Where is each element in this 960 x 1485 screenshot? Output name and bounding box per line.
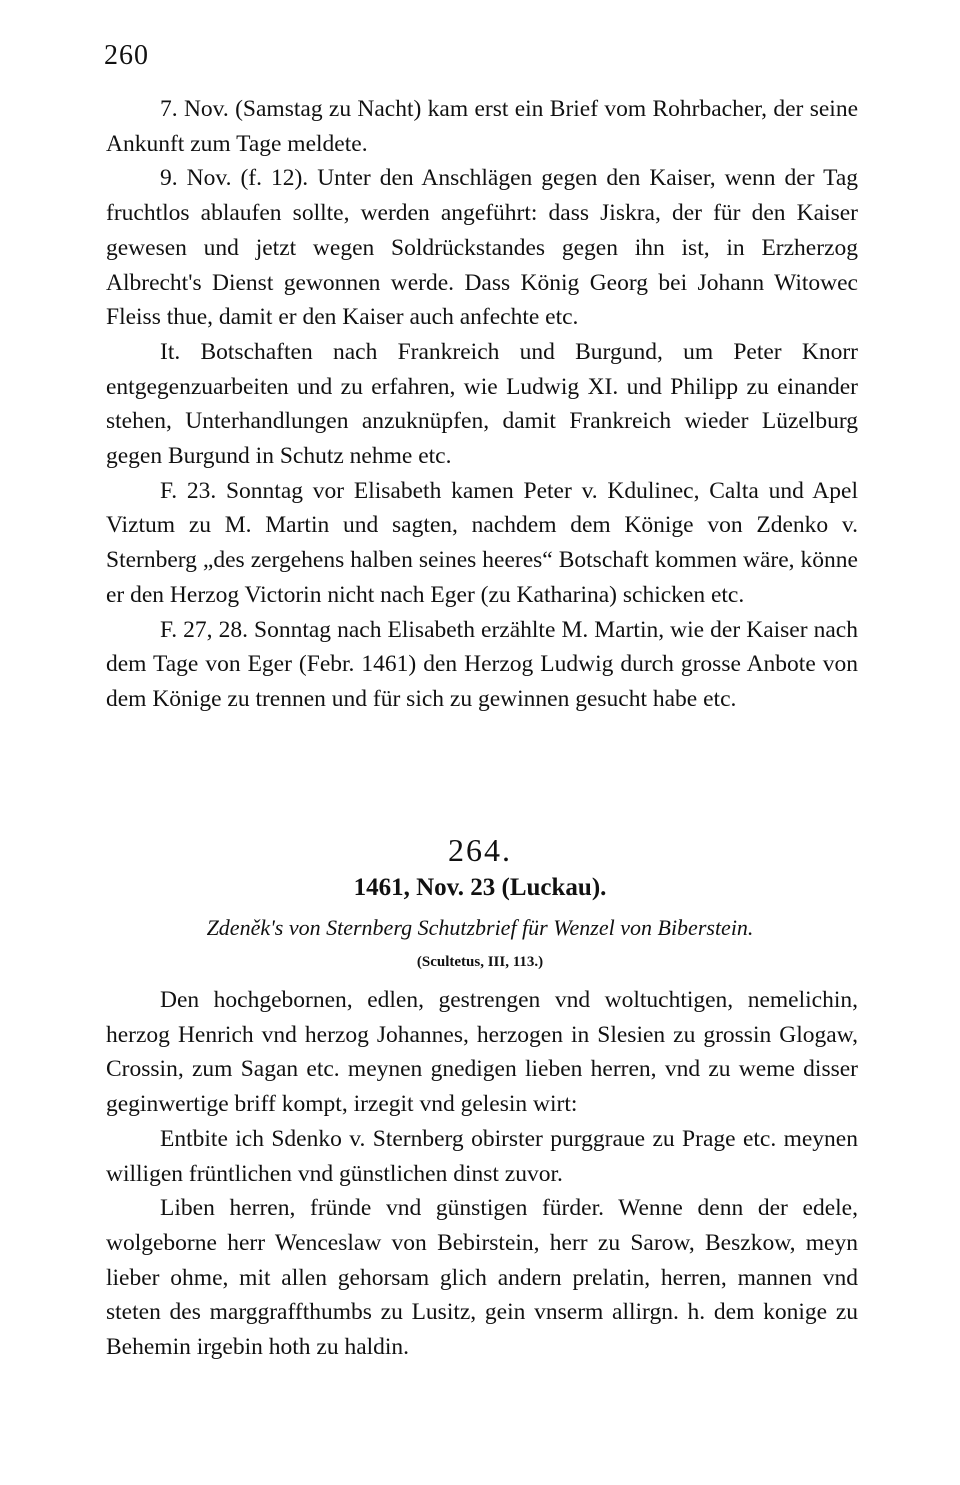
paragraph-botschaften: It. Botschaften nach Frankreich und Burgund, um Peter Knorr entgegenzuarbeiten und zu erfahren, wie Ludwig XI. und Philipp zu einander stehen, Unterhandlungen anzuknüpfen, damit Frankreich wieder Lüzelburg gegen Burgund in Schutz nehme etc. <box>106 338 858 470</box>
paragraph-f23: F. 23. Sonntag vor Elisabeth kamen Peter v. Kdulinec, Calta und Apel Viztum zu M. Martin und sagten, nachdem dem Könige von Zdenko v. Sternberg „des zergehens halben seines heeres“ Botschaft kommen wäre, könne er den Herzog Victorin nicht nach Eger (zu Katharina) schicken etc. <box>106 477 858 608</box>
section-number: 264. <box>448 832 512 868</box>
paragraph-nov-7: 7. Nov. (Samstag zu Nacht) kam erst ein Brief vom Rohrbacher, der seine Ankunft zum Tage meldete. <box>106 96 858 157</box>
paragraph-greeting: Entbite ich Sdenko v. Sternberg obirster purggraue zu Prage etc. meynen willigen früntlichen vnd günstlichen dinst zuvor. <box>106 1125 858 1187</box>
paragraph-address: Den hochgebornen, edlen, gestrengen vnd woltuchtigen, nemelichin, herzog Henrich vnd herzog Johannes, herzogen in Slesien zu grossin Glogaw, Crossin, zum Sagan etc. meynen gnedigen lieben herren, vnd zu weme disser geginwertige briff kompt, irzegit vnd gelesin wirt: <box>106 987 858 1118</box>
body-text-top <box>106 92 858 717</box>
section-source: (Scultetus, III, 113.) <box>416 954 544 970</box>
body-text-letter <box>106 983 858 1365</box>
paragraph-f27: F. 27, 28. Sonntag nach Elisabeth erzählte M. Martin, wie der Kaiser nach dem Tage von Eger (Febr. 1461) den Herzog Ludwig durch grosse Anbote von dem Könige zu trennen und für sich zu gewinnen gesucht habe etc. <box>106 616 858 712</box>
page-number: 260 <box>104 40 149 71</box>
paragraph-letter-body: Liben herren, fründe vnd günstigen fürder. Wenne denn der edele, wolgeborne herr Wenceslaw von Bebirstein, herr zu Sarow, Beszkow, meyn lieber ohme, mit allen gehorsam glich andern prelatin, herren, mannen vnd steten des marggraffthumbs zu Lusitz, gein vnserm allirgn. h. dem konige zu Behemin irgebin hoth zu haldin. <box>106 1195 858 1361</box>
paragraph-nov-9: 9. Nov. (f. 12). Unter den Anschlägen gegen den Kaiser, wenn der Tag fruchtlos ablaufen sollte, werden angeführt: dass Jiskra, der für den Kaiser gewesen und jetzt wegen Soldrückstandes gegen ihn ist, in Erzherzog Albrecht's Dienst gewonnen werde. Dass König Georg bei Johann Witowec Fleiss thue, damit er den Kaiser auch anfechte etc. <box>106 165 858 331</box>
section-date: 1461, Nov. 23 (Luckau). <box>353 874 607 901</box>
section-title: Zdeněk's von Sternberg Schutzbrief für Wenzel von Biberstein. <box>206 915 754 940</box>
